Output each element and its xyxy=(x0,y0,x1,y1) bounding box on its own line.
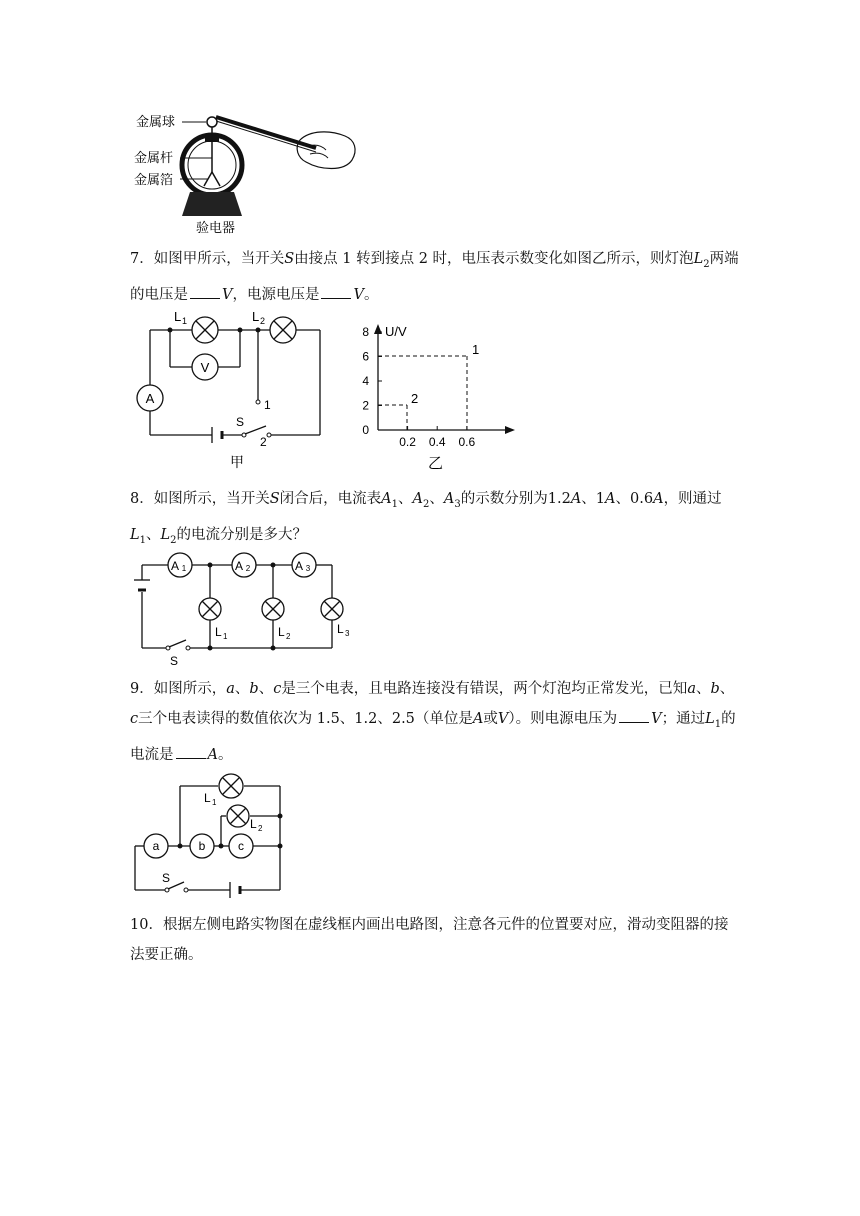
q8-a3: A xyxy=(443,491,455,507)
q9-l1: L xyxy=(705,711,715,727)
q8-val3: 0.6 xyxy=(630,491,654,507)
q8-sep4: 、 xyxy=(615,491,631,507)
meter-c-icon xyxy=(229,834,253,858)
electroscope-figure xyxy=(130,100,370,240)
lamp-l2-label: L xyxy=(252,309,260,324)
q8-text2: 闭合后，电流表 xyxy=(279,491,382,507)
x-tick-label: 0.4 xyxy=(428,435,446,449)
x-tick-label: 0.2 xyxy=(399,435,416,449)
q10-text: 根据左侧电路实物图在虚线框内画出电路图，注意各元件的位置要对应，滑动变阻器的接法要正确。 xyxy=(130,917,729,963)
y-tick-label: 0 xyxy=(362,423,369,437)
q7-text2: 由接点 1 转到接点 2 时，电压表示数变化如图乙所示，则灯泡 xyxy=(294,251,694,267)
q8-a2: A xyxy=(412,491,424,507)
ammeter-a2-icon xyxy=(232,553,256,577)
q7-number: 7． xyxy=(130,251,154,267)
q8-l2-sub: 2 xyxy=(286,632,291,641)
q8-val2: 1 xyxy=(595,491,606,507)
ammeter-a1-icon xyxy=(168,553,192,577)
q8-text3: 的示数分别为 xyxy=(460,491,548,507)
lamp-l3-icon xyxy=(321,598,343,620)
question-8 xyxy=(130,484,740,556)
q9-or: 或 xyxy=(483,711,498,727)
q9-uv: V xyxy=(497,711,509,727)
q7-sub-2: 2 xyxy=(703,258,710,270)
meter-a-icon xyxy=(144,834,168,858)
q8-a3-sub: 3 xyxy=(454,498,461,510)
q9-l2-label: L xyxy=(250,817,257,831)
q8-l2-sub: 2 xyxy=(170,534,177,546)
ammeter-label: A xyxy=(145,391,155,406)
meter-b-icon xyxy=(190,834,214,858)
question-10 xyxy=(130,910,740,970)
svg-text:c: c xyxy=(238,839,244,853)
q8-l1-label: L xyxy=(215,625,222,639)
q8-a1-sub: 1 xyxy=(391,498,399,510)
q9-text3: 三个电表读得的数值依次为 1.5、1.2、2.5（单位是 xyxy=(138,711,473,727)
q9-sep3: 、 xyxy=(695,681,711,697)
svg-text:3: 3 xyxy=(305,564,311,573)
svg-text:A: A xyxy=(234,559,244,573)
q9-l2-sub: 2 xyxy=(258,824,263,833)
q9-text4: ）。则电源电压为 xyxy=(508,711,618,727)
q7-var-l: L xyxy=(693,251,704,267)
graph-point-2: 2 xyxy=(411,391,419,406)
q9-switch-label: S xyxy=(162,871,171,885)
ammeter-a3-icon xyxy=(292,553,316,577)
label-metal-foil: 金属箔 xyxy=(134,172,174,187)
q9-text2: 是三个电表，且电路连接没有错误，两个灯泡均正常发光，已知 xyxy=(281,681,688,697)
q9-l1-sub: 1 xyxy=(212,798,217,807)
hand-icon xyxy=(297,132,355,169)
q8-l3-sub: 3 xyxy=(345,629,350,638)
label-metal-ball: 金属球 xyxy=(136,114,176,129)
y-tick-label: 2 xyxy=(362,398,369,413)
q7-text5: 。 xyxy=(363,286,379,303)
q8-text5: 的电流分别是多大？ xyxy=(176,526,308,543)
q7-graph-yi xyxy=(355,318,535,478)
q8-sep5: 、 xyxy=(146,526,161,543)
metal-ball-icon xyxy=(207,117,217,127)
q9-l1-label: L xyxy=(204,791,211,805)
q8-switch-label: S xyxy=(170,654,179,668)
voltmeter-label: V xyxy=(200,360,210,375)
q8-l1: L xyxy=(130,526,140,543)
q9-b2: b xyxy=(710,681,720,697)
q9-a: a xyxy=(226,681,235,697)
svg-text:1: 1 xyxy=(181,564,187,573)
contact-1-label: 1 xyxy=(264,398,271,412)
y-tick-label: 4 xyxy=(362,374,369,388)
question-9 xyxy=(130,674,740,770)
q7-unit-v2: V xyxy=(353,286,364,303)
q7-text4: ，电源电压是 xyxy=(232,286,320,303)
question-7 xyxy=(130,244,740,310)
q9-b: b xyxy=(249,681,259,697)
q9-text6: 的电流是 xyxy=(130,711,736,763)
q8-u2: A xyxy=(605,491,616,507)
q8-sep3: 、 xyxy=(581,491,596,507)
y-tick-label: 8 xyxy=(362,325,369,339)
q8-text4: ，则通过 xyxy=(663,491,722,507)
q8-a1: A xyxy=(381,491,392,507)
q8-u3: A xyxy=(653,491,664,507)
q7-text1: 如图甲所示，当开关 xyxy=(153,251,285,267)
q9-sep4: 、 xyxy=(719,681,735,697)
q8-l2-label: L xyxy=(278,625,285,639)
q7-unit-v1: V xyxy=(222,286,233,303)
q9-blank-1[interactable] xyxy=(619,708,649,723)
svg-text:a: a xyxy=(152,839,160,853)
q9-c: c xyxy=(273,681,282,697)
caption-electroscope: 验电器 xyxy=(196,220,236,235)
x-tick-label: 0.6 xyxy=(458,435,476,449)
q9-text5: ；通过 xyxy=(661,711,706,727)
contact-2-label: 2 xyxy=(260,435,267,449)
q9-number: 9． xyxy=(130,681,154,697)
q7-var-s: S xyxy=(284,251,295,267)
q9-blank-2[interactable] xyxy=(176,744,206,759)
lamp-l1-label: L xyxy=(174,309,182,324)
q8-text1: 如图所示，当开关 xyxy=(153,491,270,507)
q7-blank-2[interactable] xyxy=(321,284,351,299)
svg-text:A: A xyxy=(170,559,180,573)
q7-text3: 两端的电压是 xyxy=(130,251,739,303)
lamp-l2-sub: 2 xyxy=(260,316,266,326)
switch-label: S xyxy=(236,415,245,429)
q8-sep2: 、 xyxy=(429,491,444,507)
q8-l2: L xyxy=(160,526,171,543)
q8-l1-sub: 1 xyxy=(139,534,147,546)
q9-ua: A xyxy=(472,711,484,727)
lamp-l2-icon xyxy=(262,598,284,620)
q8-number: 8． xyxy=(130,491,154,507)
q8-sep1: 、 xyxy=(398,491,413,507)
q9-c2: c xyxy=(130,711,139,727)
graph-ylabel: U/V xyxy=(385,324,407,339)
q10-number: 10． xyxy=(130,917,163,933)
lamp-l1-icon xyxy=(192,317,218,343)
lamp-l2-icon xyxy=(227,805,249,827)
caption-jia: 甲 xyxy=(230,454,244,470)
lamp-l2-icon xyxy=(270,317,296,343)
q9-sep2: 、 xyxy=(258,681,274,697)
lamp-l1-sub: 1 xyxy=(182,316,188,326)
q8-var-s: S xyxy=(269,491,280,507)
svg-text:2: 2 xyxy=(245,564,251,573)
q9-text1: 如图所示， xyxy=(153,681,227,697)
q9-a2: a xyxy=(687,681,696,697)
lamp-l1-icon xyxy=(219,774,243,798)
q8-val1: 1.2 xyxy=(547,491,571,507)
q8-l1-sub: 1 xyxy=(223,632,228,641)
q9-circuit xyxy=(130,770,300,900)
svg-text:b: b xyxy=(198,839,206,853)
q9-sep1: 、 xyxy=(234,681,250,697)
svg-text:A: A xyxy=(294,559,304,573)
graph-point-1: 1 xyxy=(472,342,480,357)
y-tick-label: 6 xyxy=(362,349,369,364)
q9-unit-v: V xyxy=(651,711,662,727)
q8-a2-sub: 2 xyxy=(423,498,430,510)
q8-circuit xyxy=(130,550,360,670)
q8-l3-label: L xyxy=(337,622,344,636)
q8-u1: A xyxy=(570,491,582,507)
q9-unit-a: A xyxy=(207,746,218,763)
caption-yi: 乙 xyxy=(428,455,444,472)
q9-text7: 。 xyxy=(217,746,233,763)
lamp-l1-icon xyxy=(199,598,221,620)
q9-l1-sub: 1 xyxy=(714,718,722,730)
label-metal-rod: 金属杆 xyxy=(134,150,174,165)
q7-blank-1[interactable] xyxy=(190,284,220,299)
q7-circuit-jia xyxy=(130,305,330,475)
